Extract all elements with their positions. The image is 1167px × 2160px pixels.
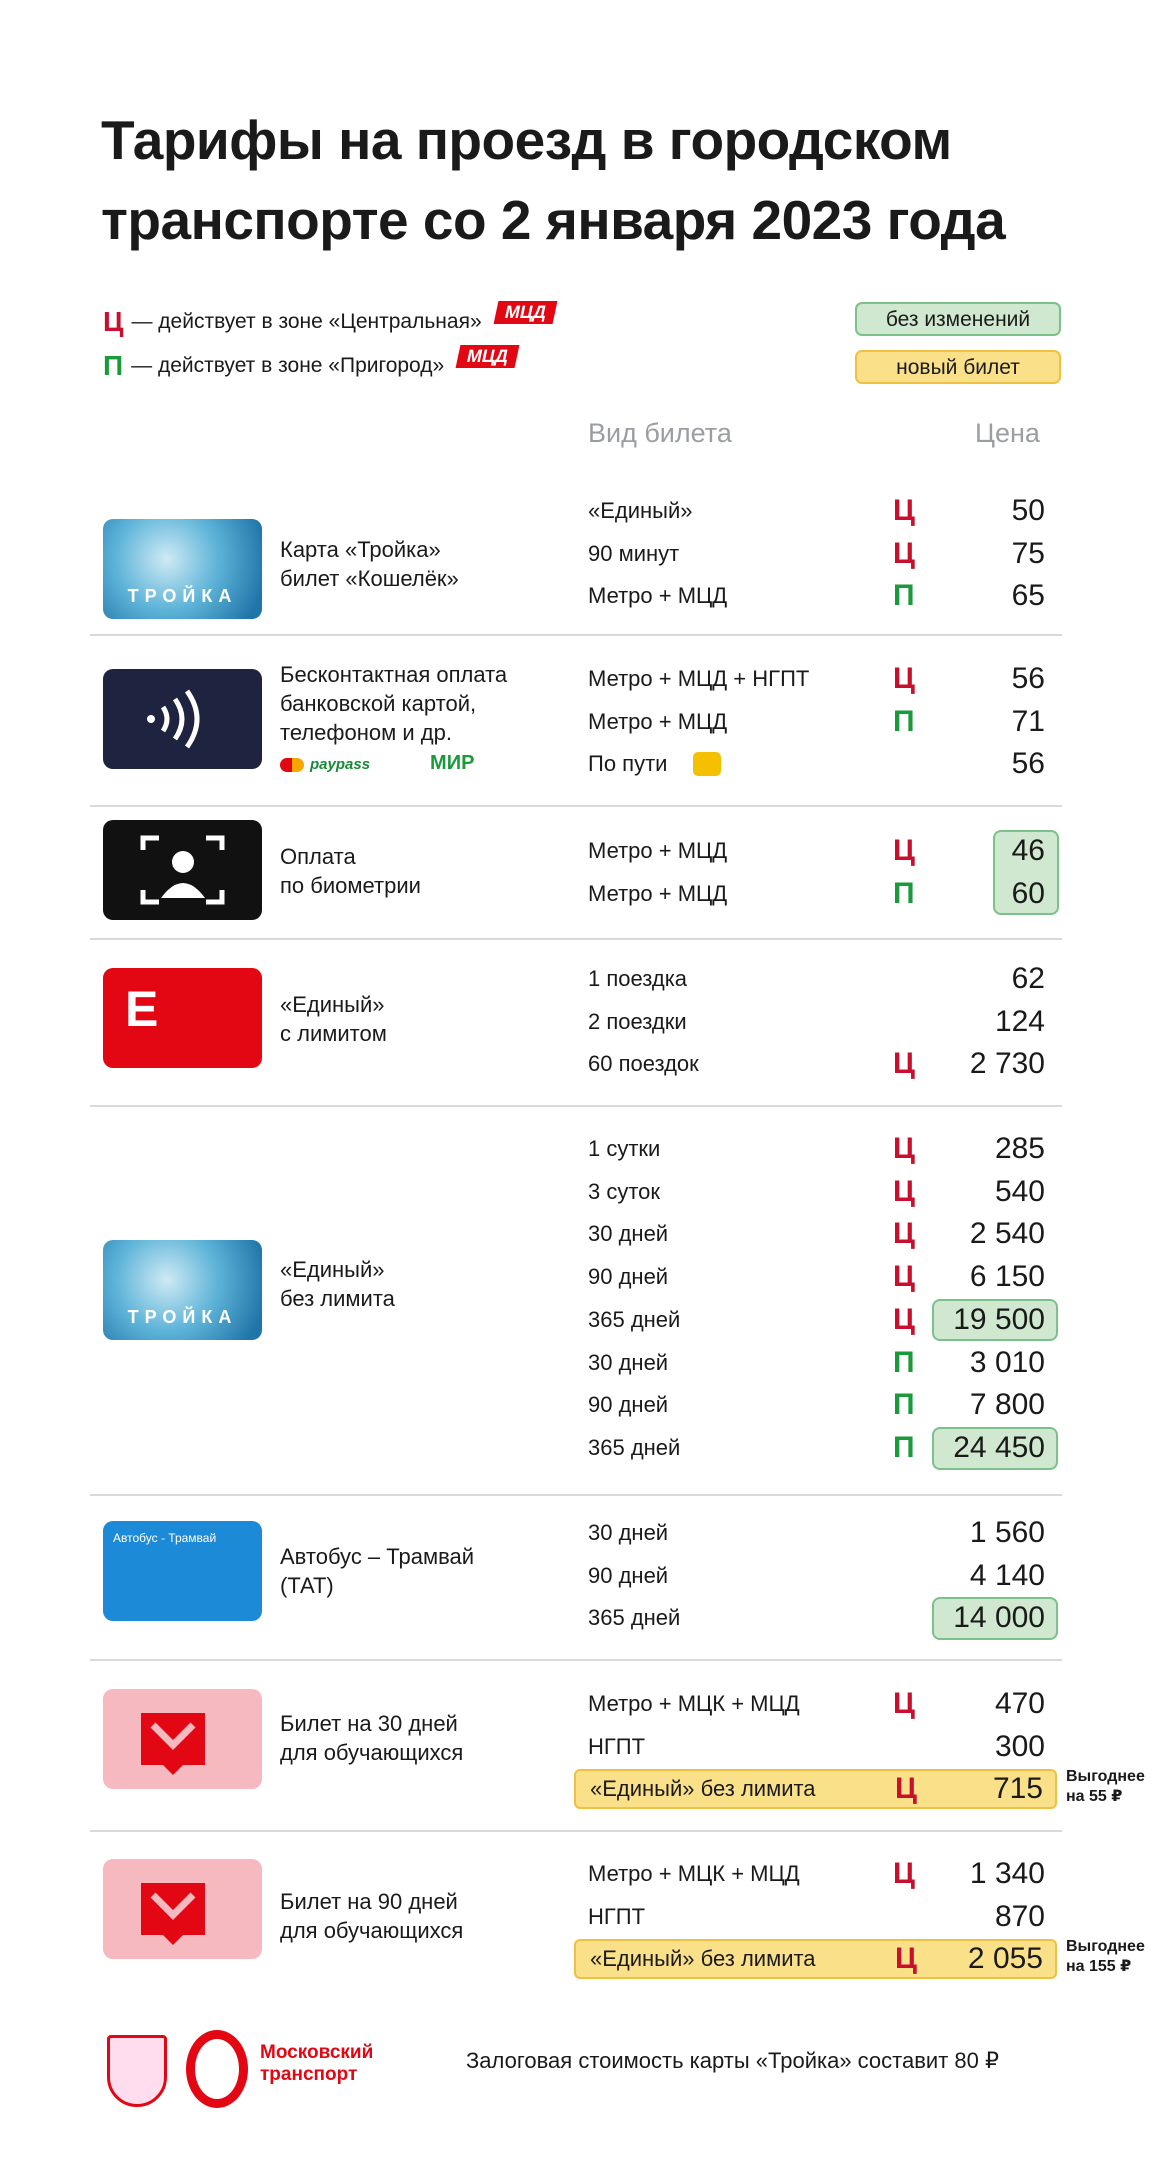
description-line: Автобус – Трамвай bbox=[280, 1544, 475, 1569]
ticket-type: По пути bbox=[588, 751, 668, 777]
ticket-type: 90 дней bbox=[588, 1264, 669, 1290]
ticket-description bbox=[280, 1255, 580, 1313]
description-line: для обучающихся bbox=[280, 1918, 464, 1943]
price: 715 bbox=[992, 1772, 1043, 1806]
card-label: ТРОЙКА bbox=[127, 586, 238, 606]
tariff-row bbox=[588, 1897, 1057, 1937]
savings-note-line: на 155 ₽ bbox=[1066, 1958, 1132, 1976]
metro-student-ticket-icon bbox=[103, 1859, 262, 1959]
tariff-row bbox=[574, 1939, 1057, 1979]
mastercard-icon bbox=[280, 758, 304, 772]
tariff-row bbox=[588, 874, 1057, 914]
troika-card-icon bbox=[103, 519, 262, 619]
zone-code: Ц bbox=[893, 1174, 915, 1208]
column-header-type: Вид билета bbox=[588, 418, 732, 448]
description-line: «Единый» bbox=[280, 992, 385, 1017]
biometry-icon bbox=[103, 820, 262, 920]
ticket-type: 3 суток bbox=[588, 1178, 661, 1204]
ticket-type: Метро + МЦК + МЦД bbox=[588, 1861, 800, 1886]
edinyi-card-icon bbox=[103, 968, 262, 1068]
ticket-type: Метро + МЦД bbox=[588, 583, 728, 609]
paypass-logo: paypass bbox=[310, 756, 371, 773]
description-line: Билет на 30 дней bbox=[280, 1711, 458, 1736]
description-line: для обучающихся bbox=[280, 1740, 464, 1765]
tariff-row bbox=[588, 1513, 1057, 1553]
ticket-type: 90 дней bbox=[588, 1392, 669, 1418]
page-title: Тарифы на проезд в городском транспорте со 2 января 2023 года bbox=[101, 109, 1006, 251]
ticket-type: 2 поездки bbox=[588, 1008, 687, 1034]
price: 2 540 bbox=[969, 1217, 1045, 1251]
savings-note bbox=[1066, 1937, 1145, 1977]
zone-code: П bbox=[893, 1388, 915, 1422]
description-line: без лимита bbox=[280, 1286, 395, 1311]
savings-note-line: Выгоднее bbox=[1066, 1768, 1145, 1786]
ticket-type: 30 дней bbox=[588, 1349, 669, 1375]
price: 2 055 bbox=[967, 1942, 1043, 1976]
price: 24 450 bbox=[953, 1430, 1045, 1464]
ticket-type: 365 дней bbox=[588, 1434, 681, 1460]
tariff-row bbox=[588, 1598, 1057, 1638]
zone-code: Ц bbox=[893, 1260, 915, 1294]
price: 540 bbox=[994, 1174, 1045, 1208]
section-divider bbox=[90, 634, 1062, 636]
ticket-description bbox=[280, 990, 580, 1048]
ticket-type: 90 дней bbox=[588, 1562, 669, 1588]
ticket-description bbox=[280, 535, 580, 593]
tariff-row bbox=[588, 1556, 1057, 1596]
zone-code: П bbox=[893, 579, 915, 613]
payment-logos bbox=[280, 749, 580, 779]
card-label: Автобус - Трамвай bbox=[113, 1531, 217, 1545]
zone-code: Ц bbox=[893, 536, 915, 570]
price: 75 bbox=[1011, 536, 1045, 570]
price: 60 bbox=[1011, 876, 1045, 910]
tariff-row bbox=[588, 1385, 1057, 1425]
description-line: Оплата bbox=[280, 844, 356, 869]
ticket-type: НГПТ bbox=[588, 1733, 646, 1759]
tariff-row bbox=[588, 1684, 1057, 1724]
tariff-row bbox=[588, 744, 1057, 784]
zone-code: П bbox=[893, 876, 915, 910]
description-line: Карта «Тройка» bbox=[280, 537, 441, 562]
tariff-row bbox=[588, 659, 1057, 699]
ticket-description bbox=[280, 1709, 580, 1767]
description-line: Бесконтактная оплата bbox=[280, 662, 508, 687]
price: 62 bbox=[1011, 962, 1045, 995]
description-line: «Единый» bbox=[280, 1257, 385, 1282]
mcd-logo: МЦД bbox=[456, 345, 520, 368]
tariff-row bbox=[588, 1002, 1057, 1042]
legend-central: Ц — действует в зоне «Центральная» МЦД bbox=[103, 306, 555, 338]
price: 3 010 bbox=[969, 1345, 1045, 1379]
ticket-description bbox=[280, 660, 580, 779]
troika-card-icon bbox=[103, 1240, 262, 1340]
description-line: по биометрии bbox=[280, 873, 421, 898]
ticket-type: 30 дней bbox=[588, 1221, 669, 1247]
ticket-type: 60 поездок bbox=[588, 1051, 699, 1077]
ticket-type: «Единый» без лимита bbox=[590, 1776, 816, 1802]
ticket-type: «Единый» без лимита bbox=[590, 1946, 816, 1972]
zone-code: П bbox=[893, 704, 915, 738]
ticket-description bbox=[280, 1542, 580, 1600]
description-line: телефоном и др. bbox=[280, 720, 452, 745]
zone-code: Ц bbox=[893, 1857, 915, 1890]
tariff-row bbox=[588, 1428, 1057, 1468]
ticket-type: 365 дней bbox=[588, 1605, 681, 1631]
card-label: E bbox=[125, 981, 159, 1037]
zone-code: Ц bbox=[895, 1942, 917, 1976]
tariff-row bbox=[588, 1172, 1057, 1212]
zone-code: Ц bbox=[893, 494, 915, 527]
price: 870 bbox=[994, 1899, 1045, 1933]
legend-suburb: П — действует в зоне «Пригород» МЦД bbox=[103, 350, 517, 382]
badge-new-ticket: новый билет bbox=[855, 350, 1061, 384]
tariff-row bbox=[588, 702, 1057, 742]
tariff-row bbox=[588, 831, 1057, 871]
price: 71 bbox=[1011, 704, 1045, 738]
tariff-row bbox=[588, 1343, 1057, 1383]
section-divider bbox=[90, 1105, 1062, 1107]
price: 124 bbox=[994, 1004, 1045, 1038]
tariff-row bbox=[588, 1300, 1057, 1340]
zone-code: Ц bbox=[893, 1047, 915, 1081]
zone-code: Ц bbox=[893, 1132, 915, 1165]
price: 1 340 bbox=[969, 1857, 1045, 1890]
savings-note bbox=[1066, 1767, 1145, 1807]
tariff-row bbox=[588, 1214, 1057, 1254]
ticket-type: 365 дней bbox=[588, 1306, 681, 1332]
price: 14 000 bbox=[953, 1601, 1045, 1635]
section-divider bbox=[90, 805, 1062, 807]
price: 56 bbox=[1011, 747, 1045, 781]
ticket-description bbox=[280, 1887, 580, 1945]
tariff-row bbox=[588, 1129, 1057, 1169]
column-header-price: Цена bbox=[975, 418, 1040, 448]
ticket-type: Метро + МЦК + МЦД bbox=[588, 1691, 800, 1716]
price: 285 bbox=[994, 1132, 1045, 1165]
ticket-type: НГПТ bbox=[588, 1903, 646, 1929]
zone-code: Ц bbox=[893, 1687, 915, 1720]
tariff-row bbox=[588, 1854, 1057, 1894]
description-line: с лимитом bbox=[280, 1021, 387, 1046]
section-divider bbox=[90, 1659, 1062, 1661]
zone-code: Ц bbox=[893, 1217, 915, 1251]
ticket-type: Метро + МЦД bbox=[588, 880, 728, 906]
tat-card-icon bbox=[103, 1521, 262, 1621]
price: 65 bbox=[1011, 579, 1045, 613]
tariff-row bbox=[588, 1044, 1057, 1084]
mir-logo: МИР bbox=[430, 752, 475, 774]
price: 56 bbox=[1011, 662, 1045, 695]
tariff-row bbox=[574, 1769, 1057, 1809]
tariff-row bbox=[588, 534, 1057, 574]
savings-note-line: на 55 ₽ bbox=[1066, 1788, 1123, 1806]
section-divider bbox=[90, 1830, 1062, 1832]
price: 2 730 bbox=[969, 1047, 1045, 1081]
description-line: банковской картой, bbox=[280, 691, 477, 716]
mcd-logo: МЦД bbox=[493, 301, 557, 324]
ticket-type: 30 дней bbox=[588, 1520, 669, 1545]
description-line: билет «Кошелёк» bbox=[280, 566, 459, 591]
tariff-row bbox=[588, 959, 1057, 999]
price: 46 bbox=[1011, 834, 1045, 867]
ticket-type: Метро + МЦД + НГПТ bbox=[588, 666, 810, 691]
price: 4 140 bbox=[969, 1558, 1045, 1592]
price: 7 800 bbox=[969, 1388, 1045, 1422]
tariff-row bbox=[588, 576, 1057, 616]
ticket-type: Метро + МЦД bbox=[588, 708, 728, 734]
ticket-type: 1 поездка bbox=[588, 966, 688, 991]
badge-unchanged: без изменений bbox=[855, 302, 1061, 336]
ticket-type: 90 минут bbox=[588, 540, 680, 566]
ticket-type: «Единый» bbox=[588, 498, 693, 523]
ticket-type: Метро + МЦД bbox=[588, 838, 728, 863]
zone-code: Ц bbox=[893, 662, 915, 695]
savings-note-line: Выгоднее bbox=[1066, 1938, 1145, 1956]
price: 50 bbox=[1011, 494, 1045, 527]
description-line: (ТАТ) bbox=[280, 1573, 334, 1598]
tariff-row bbox=[588, 1257, 1057, 1297]
zone-code: Ц bbox=[893, 834, 915, 867]
price: 6 150 bbox=[969, 1260, 1045, 1294]
zone-code: П bbox=[893, 1430, 915, 1464]
ticket-description bbox=[280, 842, 580, 900]
ticket-type: 1 сутки bbox=[588, 1136, 661, 1161]
contactless-payment-icon bbox=[103, 669, 262, 769]
price: 300 bbox=[994, 1729, 1045, 1763]
zone-code: Ц bbox=[893, 1302, 915, 1336]
section-divider bbox=[90, 938, 1062, 940]
deposit-note: Залоговая стоимость карты «Тройка» составит 80 ₽ bbox=[466, 2048, 999, 2073]
zone-code: Ц bbox=[895, 1772, 917, 1806]
metro-student-ticket-icon bbox=[103, 1689, 262, 1789]
zone-code: П bbox=[893, 1345, 915, 1379]
moscow-transport-logo-icon bbox=[186, 2030, 248, 2108]
price: 470 bbox=[994, 1687, 1045, 1720]
section-divider bbox=[90, 1494, 1062, 1496]
card-label: ТРОЙКА bbox=[127, 1307, 238, 1327]
price: 19 500 bbox=[953, 1302, 1045, 1336]
tariff-row bbox=[588, 491, 1057, 531]
description-line: Билет на 90 дней bbox=[280, 1889, 458, 1914]
tariff-row bbox=[588, 1727, 1057, 1767]
moscow-transport-logo-text: Московский транспорт bbox=[260, 2042, 374, 2085]
moscow-coat-of-arms-icon bbox=[107, 2035, 167, 2107]
minibus-icon bbox=[693, 752, 721, 776]
price: 1 560 bbox=[969, 1516, 1045, 1549]
